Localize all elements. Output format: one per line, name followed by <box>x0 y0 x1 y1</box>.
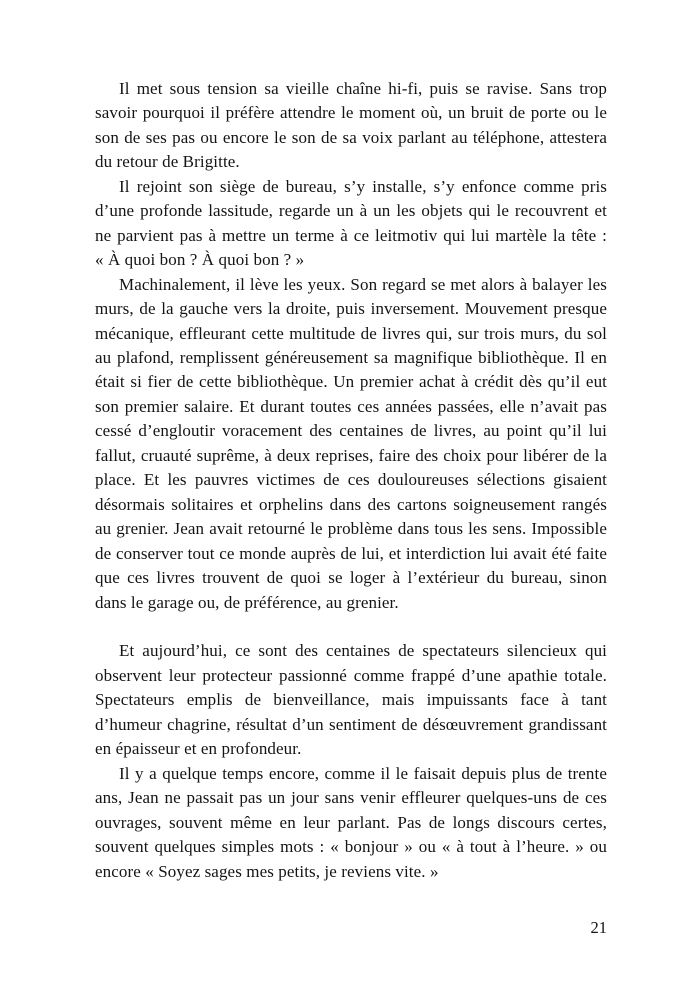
text-block <box>95 77 607 884</box>
paragraph-1: Il met sous tension sa vieille chaîne hi-fi, puis se ravise. Sans trop savoir pourquoi il préfère attendre le moment où, un bruit de porte ou le son de ses pas ou encore le son de sa voix parlant au téléphone, attestera du retour de Brigitte. <box>95 79 607 172</box>
paragraph-3: Machinalement, il lève les yeux. Son regard se met alors à balayer les murs, de la gauche vers la droite, puis inversement. Mouvement presque mécanique, effleurant cette multitude de livres qui, sur trois murs, du sol au plafond, remplissent généreusement sa magnifique bibliothèque. Il en était si fier de cette bibliothèque. Un premier achat à crédit dès qu’il eut son premier salaire. Et durant toutes ces années passées, elle n’avait pas cessé d’engloutir voracement des centaines de livres, au point qu’il lui fallut, cruauté suprême, à deux reprises, faire des choix pour libérer de la place. Et les pauvres victimes de ces douloureuses sélections gisaient désormais solitaires et orphelins dans des cartons soigneusement rangés au grenier. Jean avait retourné le problème dans tous les sens. Impossible de conserver tout ce monde auprès de lui, et interdiction lui avait été faite que ces livres trouvent de quoi se loger à l’extérieur du bureau, sinon dans le garage ou, de préférence, au grenier. <box>95 274 607 612</box>
paragraph-4: Et aujourd’hui, ce sont des centaines de spectateurs silencieux qui observent leur protecteur passionné comme frappé d’une apathie totale. Spectateurs emplis de bienveillance, mais impuissants face à tant d’humeur chagrine, résultat d’un sentiment de désœuvrement grandissant en épaisseur et en profondeur. <box>95 641 607 759</box>
paragraph-5: Il y a quelque temps encore, comme il le faisait depuis plus de trente ans, Jean ne passait pas un jour sans venir effleurer quelques-uns de ces ouvrages, souvent même en leur parlant. Pas de longs discours certes, souvent quelques simples mots : « bonjour » ou « à tout à l’heure. » ou encore « Soyez sages mes petits, je reviens vite. » <box>95 763 607 881</box>
paragraph-2: Il rejoint son siège de bureau, s’y installe, s’y enfonce comme pris d’une profonde lassitude, regarde un à un les objets qui le recouvrent et ne parvient pas à mettre un terme à ce leitmotiv qui lui martèle la tête : « À quoi bon ? À quoi bon ? » <box>95 176 607 270</box>
page-number: 21 <box>590 918 607 937</box>
